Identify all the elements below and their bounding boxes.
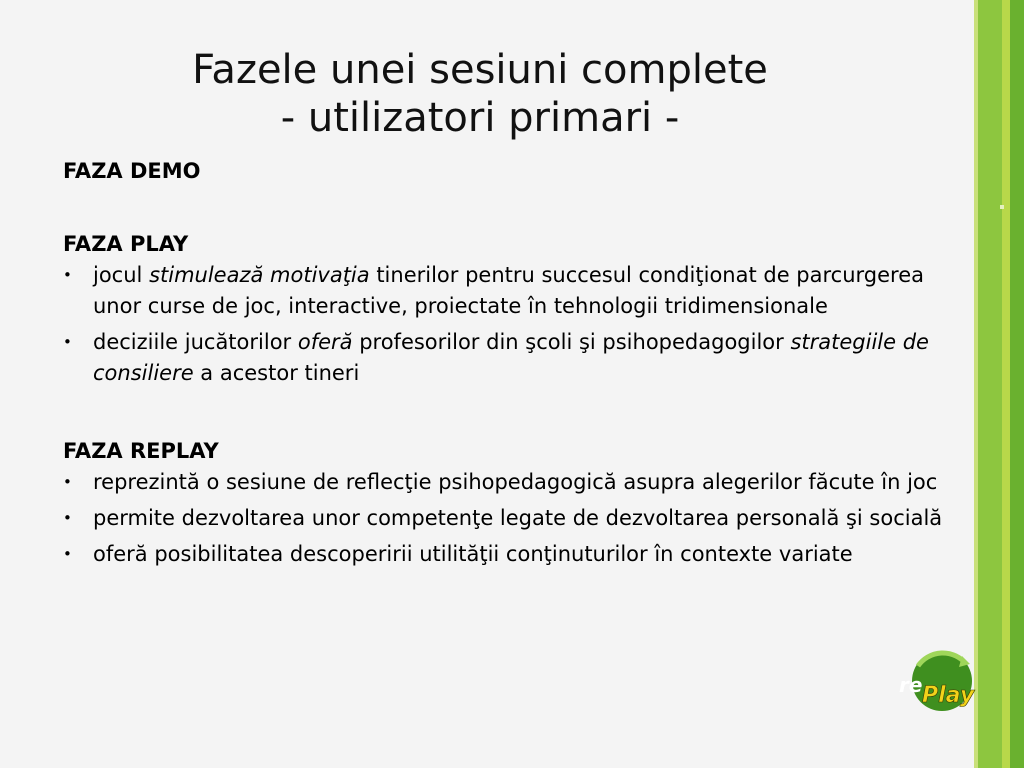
play-bullet-1-italic: stimulează motivaţia bbox=[149, 263, 370, 287]
play-bullet-2-text-c: a acestor tineri bbox=[193, 361, 360, 385]
bullet-icon: • bbox=[63, 473, 72, 491]
slide-body bbox=[63, 156, 968, 575]
slide-title-line2: - utilizatori primari - bbox=[280, 95, 680, 141]
slide-title bbox=[120, 46, 840, 142]
replay-bullet-3-text: oferă posibilitatea descoperirii utilităţii conţinuturilor în contexte variate bbox=[93, 542, 853, 566]
decor-stripe-dark bbox=[1010, 0, 1024, 768]
replay-bullet-3 bbox=[63, 539, 968, 570]
logo-text-re: re bbox=[899, 673, 923, 697]
bullet-icon: • bbox=[63, 545, 72, 563]
spacer bbox=[63, 187, 968, 229]
logo-text-play: Play bbox=[922, 683, 975, 708]
play-bullet-1-text-b: tinerilor pentru succesul condiţionat de parcurgerea unor curse de joc, interactive, proiectate în tehnologii tridimensionale bbox=[93, 263, 925, 318]
play-bullet-2-italic-b: strategiile de consiliere bbox=[93, 330, 929, 385]
play-bullet-2-text-a: deciziile jucătorilor bbox=[93, 330, 298, 354]
replay-logo-icon bbox=[896, 648, 982, 714]
replay-bullet-list bbox=[63, 467, 968, 570]
decor-stripe-pale bbox=[1002, 0, 1010, 768]
bullet-icon: • bbox=[63, 509, 72, 527]
replay-bullet-1-text: reprezintă o sesiune de reflecţie psihopedagogică asupra alegerilor făcute în joc bbox=[93, 470, 938, 494]
bullet-icon: • bbox=[63, 266, 72, 284]
play-bullet-1 bbox=[63, 260, 968, 322]
replay-bullet-2-text: permite dezvoltarea unor competenţe legate de dezvoltarea personală şi socială bbox=[93, 506, 943, 530]
heading-faza-play: FAZA PLAY bbox=[63, 232, 189, 256]
play-bullet-1-text-a: jocul bbox=[93, 263, 150, 287]
replay-bullet-2 bbox=[63, 503, 968, 534]
play-bullet-list bbox=[63, 260, 968, 389]
heading-faza-replay: FAZA REPLAY bbox=[63, 439, 219, 463]
play-bullet-2 bbox=[63, 327, 968, 389]
heading-faza-demo: FAZA DEMO bbox=[63, 159, 201, 183]
play-bullet-2-italic-a: oferă bbox=[297, 330, 353, 354]
play-bullet-2-text-b: profesorilor din şcoli şi psihopedagogilor bbox=[352, 330, 791, 354]
bullet-icon: • bbox=[63, 333, 72, 351]
replay-bullet-1 bbox=[63, 467, 968, 498]
decor-mark bbox=[1000, 205, 1004, 209]
spacer bbox=[63, 394, 968, 436]
slide-title-line1: Fazele unei sesiuni complete bbox=[192, 47, 768, 93]
